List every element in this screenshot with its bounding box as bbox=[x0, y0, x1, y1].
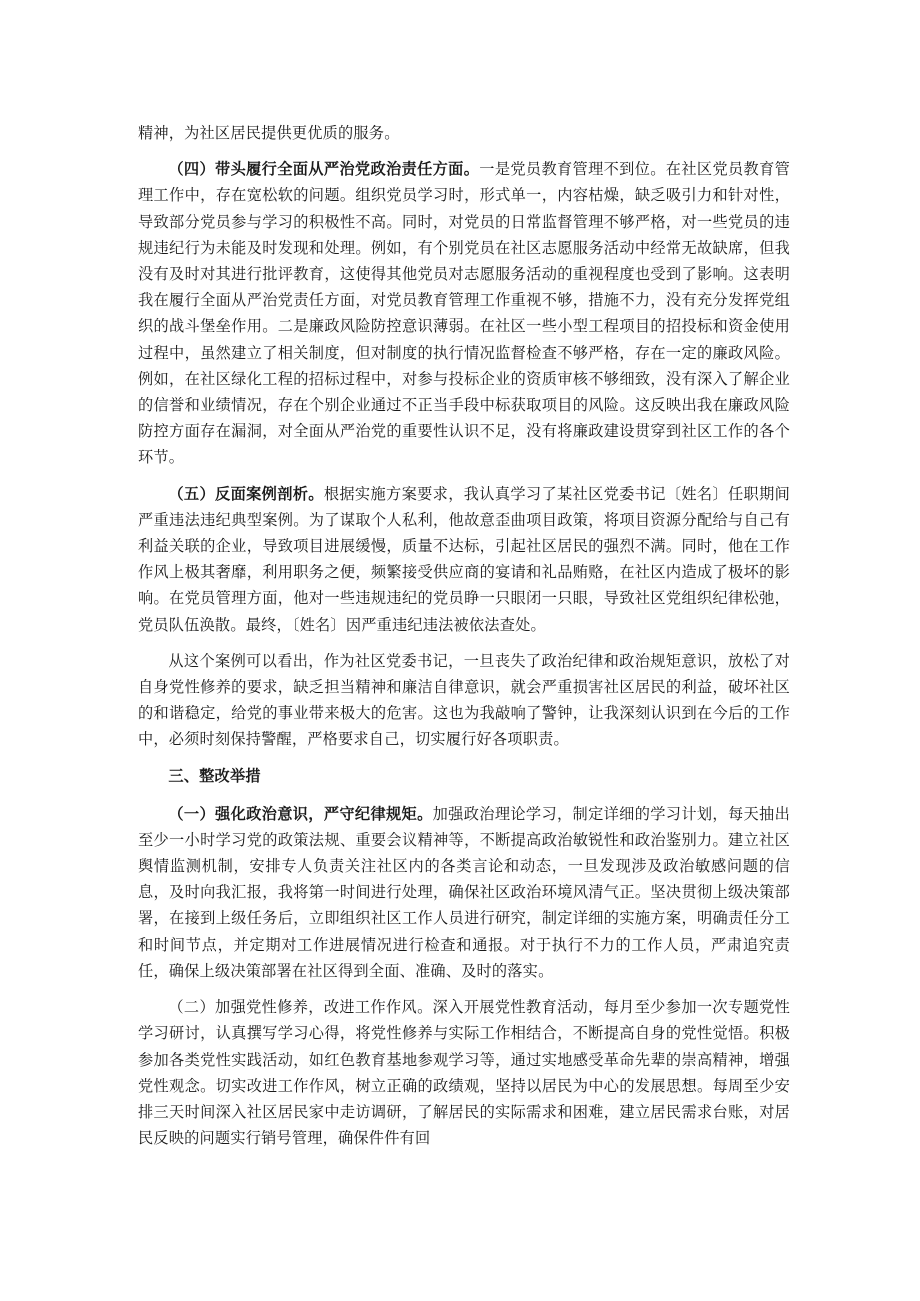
section-4-title: （四）带头履行全面从严治党政治责任方面。 bbox=[168, 160, 480, 179]
paragraph-section-5-reflection: 从这个案例可以看出，作为社区党委书记，一旦丧失了政治纪律和政治规矩意识，放松了对自身党性修养的要求，缺乏担当精神和廉洁自律意识，就会严重损害社区居民的利益，破坏社区的和谐稳定，给党的事业带来极大的危害。这也为我敲响了警钟，让我深刻认识到在今后的工作中，必须时刻保持警醒，严格要求自己，切实履行好各项职责。 bbox=[138, 651, 790, 749]
measure-1-body: 加强政治理论学习，制定详细的学习计划，每天抽出至少一小时学习党的政策法规、重要会议精神等，不断提高政治敏锐性和政治鉴别力。建立社区舆情监测机制，安排专人负责关注社区内的各类言论和动态，一旦发现涉及政治敏感问题的信息，及时向我汇报，我将第一时间进行处理，确保社区政治环境风清气正。坚决贯彻上级决策部署，在接到上级任务后，立即组织社区工作人员进行研究，制定详细的实施方案，明确责任分工和时间节点，并定期对工作进展情况进行检查和通报。对于执行不力的工作人员，严肃追究责任，确保上级决策部署在社区得到全面、准确、及时的落实。 bbox=[138, 804, 790, 980]
document-body bbox=[138, 120, 790, 1161]
paragraph-section-4 bbox=[138, 156, 790, 470]
section-5-title: （五）反面案例剖析。 bbox=[168, 484, 324, 503]
section-4-body: 一是党员教育管理不到位。在社区党员教育管理工作中，存在宽松软的问题。组织党员学习时，形式单一，内容枯燥，缺乏吸引力和针对性，导致部分党员参与学习的积极性不高。同时，对党员的日常监督管理不够严格，对一些党员的违规违纪行为未能及时发现和处理。例如，有个别党员在社区志愿服务活动中经常无故缺席，但我没有及时对其进行批评教育，这使得其他党员对志愿服务活动的重视程度也受到了影响。这表明我在履行全面从严治党责任方面，对党员教育管理工作重视不够，措施不力，没有充分发挥党组织的战斗堡垒作用。二是廉政风险防控意识薄弱。在社区一些小型工程项目的招投标和资金使用过程中，虽然建立了相关制度，但对制度的执行情况监督检查不够严格，存在一定的廉政风险。例如，在社区绿化工程的招标过程中，对参与投标企业的资质审核不够细致，没有深入了解企业的信誉和业绩情况，存在个别企业通过不正当手段中标获取项目的风险。这反映出我在廉政风险防控方面存在漏洞，对全面从严治党的重要性认识不足，没有将廉政建设贯穿到社区工作的各个环节。 bbox=[138, 160, 791, 467]
paragraph-measure-1 bbox=[138, 801, 790, 984]
paragraph-measure-2: （二）加强党性修养，改进工作作风。深入开展党性教育活动，每月至少参加一次专题党性学习研讨，认真撰写学习心得，将党性修养与实际工作相结合，不断提高自身的党性觉悟。积极参加各类党性实践活动，如红色教育基地参观学习等，通过实地感受革命先辈的崇高精神，增强党性观念。切实改进工作作风，树立正确的政绩观，坚持以居民为中心的发展思想。每周至少安排三天时间深入社区居民家中走访调研，了解居民的实际需求和困难，建立居民需求台账，对居民反映的问题实行销号管理，确保件件有回 bbox=[138, 998, 790, 1148]
section-5-body: 根据实施方案要求，我认真学习了某社区党委书记〔姓名〕任职期间严重违法违纪典型案例。为了谋取个人私利，他故意歪曲项目政策，将项目资源分配给与自己有利益关联的企业，导致项目进展缓慢，质量不达标，引起社区居民的强烈不满。同时，他在工作作风上极其奢靡，利用职务之便，频繁接受供应商的宴请和礼品贿赂，在社区内造成了极坏的影响。在党员管理方面，他对一些违规违纪的党员睁一只眼闭一只眼，导致社区党组织纪律松弛，党员队伍涣散。最终，〔姓名〕因严重违纪违法被依法查处。 bbox=[138, 484, 791, 634]
paragraph-intro-continuation: 精神，为社区居民提供更优质的服务。 bbox=[138, 124, 400, 142]
heading-rectification-measures: 三、整改举措 bbox=[168, 766, 261, 785]
paragraph-section-5 bbox=[138, 481, 790, 638]
measure-1-title: （一）强化政治意识，严守纪律规矩。 bbox=[168, 804, 433, 823]
